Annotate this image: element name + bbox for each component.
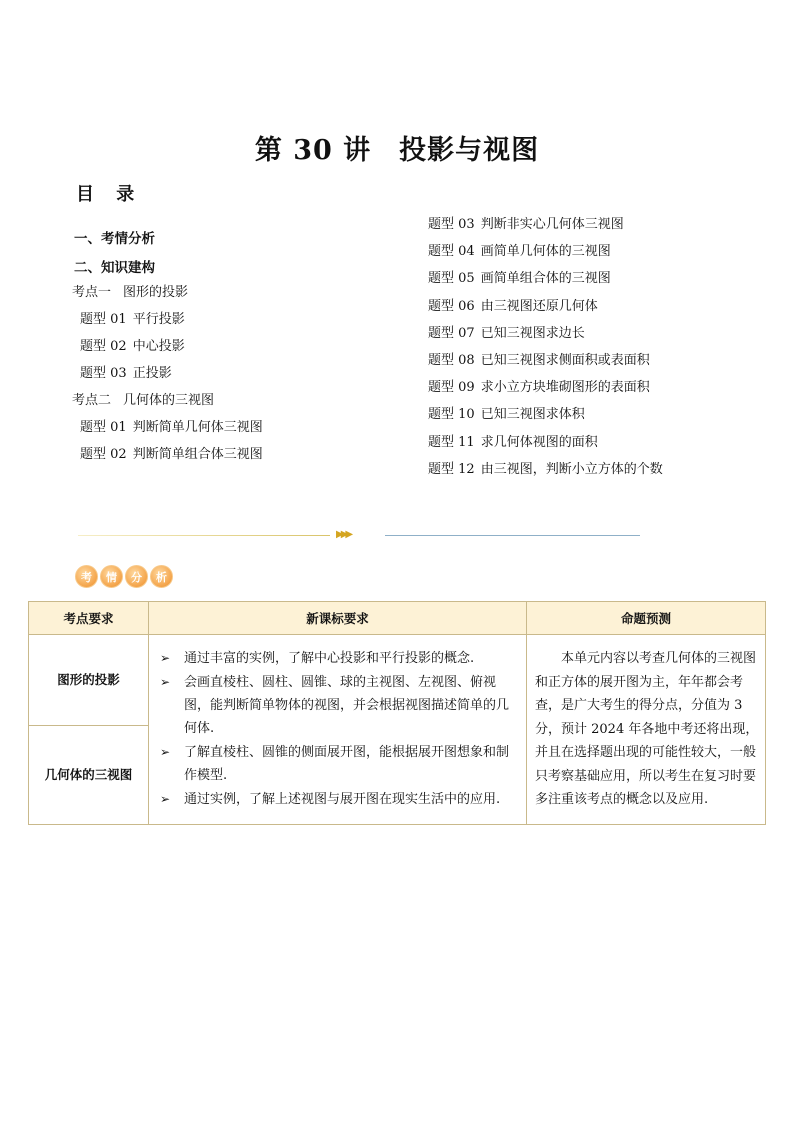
row-label-three-views-text: 几何体的三视图	[44, 767, 133, 782]
requirement-item	[158, 788, 519, 811]
toc-tixing-item[interactable]	[80, 414, 263, 441]
toc-left-column	[70, 228, 263, 468]
divider-arrows-icon: ▶▶▶	[336, 529, 351, 540]
toc-item-tag: 题型 08	[428, 352, 475, 368]
toc-item-tag: 题型 10	[428, 407, 475, 423]
divider-right	[385, 535, 640, 536]
toc-item-text: 画简单几何体的三视图	[480, 244, 611, 260]
toc-kaodian-item[interactable]	[72, 279, 263, 306]
toc-tixing-item[interactable]	[428, 211, 663, 238]
toc-tixing-item[interactable]	[80, 441, 263, 468]
table-header-row	[29, 602, 766, 635]
toc-item-tag: 题型 02	[80, 447, 127, 462]
requirement-text: 通过实例，了解上述视图与展开图在现实生活中的应用.	[184, 792, 501, 807]
toc-item-text: 已知三视图求体积	[480, 407, 585, 423]
toc-tixing-item[interactable]	[428, 456, 663, 483]
header-yuce: 命题预测	[527, 602, 766, 635]
arrow-bullet-icon: ➢	[160, 745, 171, 759]
prediction-cell: 本单元内容以考查几何体的三视图和正方体的展开图为主，年年都会考查，是广大考生的得分点，分值为 3分，预计 2024 年各地中考还将出现，并且在选择题出现的可能性较大，一般只考察基础应用，所以考生在复习时要多注重该考点的概念以及应用.	[527, 635, 766, 825]
toc-heading: 目 录	[76, 184, 143, 205]
badge-char: 分	[125, 565, 148, 588]
toc-item-text: 画简单组合体的三视图	[480, 271, 611, 287]
toc-tixing-item[interactable]	[80, 360, 263, 387]
divider-left	[78, 535, 330, 536]
requirement-item	[158, 741, 519, 787]
toc-kaodian-item[interactable]	[72, 387, 263, 414]
toc-item-tag: 题型 09	[428, 380, 475, 396]
badge-char: 析	[150, 565, 173, 588]
toc-item-tag: 题型 03	[80, 366, 127, 381]
toc-item-text: 由三视图还原几何体	[480, 298, 598, 314]
toc-item-tag: 题型 01	[80, 420, 127, 435]
toc-item-text: 已知三视图求侧面积或表面积	[480, 352, 650, 368]
toc-tixing-item[interactable]	[428, 320, 663, 347]
toc-item-text: 中心投影	[132, 339, 185, 354]
toc-tixing-item[interactable]	[428, 265, 663, 292]
arrow-bullet-icon: ➢	[160, 675, 171, 689]
row-label-three-views	[29, 726, 149, 825]
toc-item-text: 判断简单几何体三视图	[132, 420, 263, 435]
requirement-text: 通过丰富的实例，了解中心投影和平行投影的概念.	[184, 651, 475, 666]
toc-item-text: 求小立方块堆砌图形的表面积	[480, 380, 650, 396]
toc-item-tag: 考点一	[72, 285, 112, 300]
badge-char: 考	[75, 565, 98, 588]
row-label-projection: 图形的投影	[29, 635, 149, 726]
toc-tixing-item[interactable]	[428, 347, 663, 374]
toc-item-text: 正投影	[132, 366, 172, 381]
toc-tixing-item[interactable]	[80, 306, 263, 333]
toc-section-knowledge[interactable]: 二、知识建构	[74, 260, 155, 276]
toc-item-tag: 题型 12	[428, 461, 475, 477]
toc-item-tag: 题型 02	[80, 339, 127, 354]
toc-tixing-item[interactable]	[428, 293, 663, 320]
toc-item-text: 由三视图，判断小立方体的个数	[480, 461, 663, 477]
toc-item-tag: 题型 07	[428, 325, 475, 341]
toc-right-column	[428, 211, 663, 483]
toc-item-text: 图形的投影	[123, 285, 189, 300]
requirement-item	[158, 647, 519, 670]
toc-item-tag: 题型 04	[428, 244, 475, 260]
toc-tixing-item[interactable]	[428, 238, 663, 265]
badge-char: 情	[100, 565, 123, 588]
requirement-item	[158, 671, 519, 740]
table-row	[29, 635, 766, 726]
toc-item-text: 判断简单组合体三视图	[132, 447, 263, 462]
toc-item-text: 平行投影	[132, 312, 185, 327]
toc-item-tag: 题型 11	[428, 434, 475, 450]
arrow-bullet-icon: ➢	[160, 651, 171, 665]
toc-tixing-item[interactable]	[80, 333, 263, 360]
toc-item-text: 求几何体视图的面积	[480, 434, 598, 450]
toc-item-tag: 考点二	[72, 393, 112, 408]
section-badge-kaoqing-fenxi	[75, 565, 173, 588]
page-title: 第 30 讲 投影与视图	[254, 135, 540, 166]
requirements-cell	[149, 635, 527, 825]
toc-tixing-item[interactable]	[428, 374, 663, 401]
header-kaodian: 考点要求	[29, 602, 149, 635]
toc-item-text: 已知三视图求边长	[480, 325, 585, 341]
requirement-text: 了解直棱柱、圆锥的侧面展开图，能根据展开图想象和制作模型.	[184, 745, 510, 783]
toc-item-tag: 题型 03	[428, 217, 475, 232]
analysis-table	[28, 601, 766, 825]
toc-section-analysis[interactable]: 一、考情分析	[74, 231, 155, 247]
toc-item-tag: 题型 01	[80, 312, 127, 327]
header-xinkebiao: 新课标要求	[149, 602, 527, 635]
toc-item-text: 判断非实心几何体三视图	[480, 217, 624, 232]
requirement-text: 会画直棱柱、圆柱、圆锥、球的主视图、左视图、俯视图，能判断简单物体的视图，并会根据视图描述简单的几何体.	[184, 675, 510, 736]
toc-tixing-item[interactable]	[428, 401, 663, 428]
toc-item-tag: 题型 05	[428, 271, 475, 287]
toc-tixing-item[interactable]	[428, 429, 663, 456]
toc-item-tag: 题型 06	[428, 298, 475, 314]
toc-item-text: 几何体的三视图	[123, 393, 215, 408]
arrow-bullet-icon: ➢	[160, 792, 171, 806]
